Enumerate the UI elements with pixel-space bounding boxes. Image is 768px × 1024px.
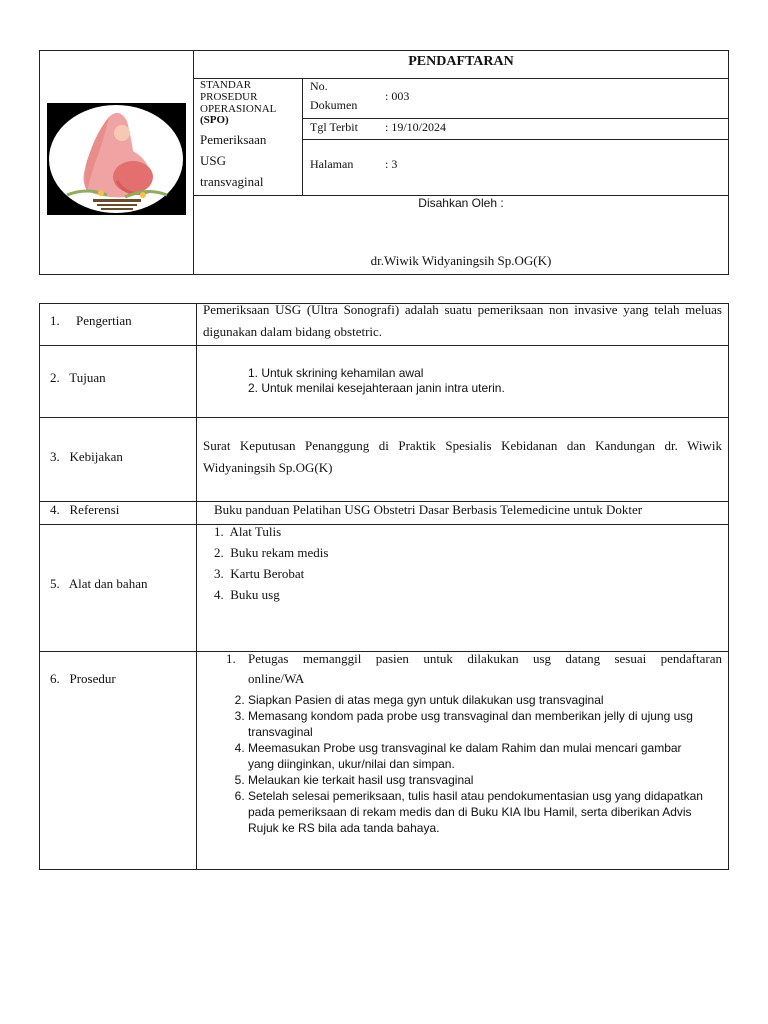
- list-item: online/WA: [248, 671, 305, 686]
- procedure-subject: transvaginal: [200, 174, 264, 189]
- page-value: : 3: [385, 157, 398, 171]
- section-label: 4. Referensi: [50, 502, 120, 517]
- header-divider: [193, 50, 194, 275]
- spo-label: PROSEDUR: [200, 91, 258, 103]
- spo-label: STANDAR: [200, 79, 252, 91]
- list-item: 1. Untuk skrining kehamilan awal: [248, 366, 424, 380]
- header-divider: [302, 118, 729, 119]
- row-divider: [39, 345, 729, 346]
- document-number-value: : 003: [385, 89, 410, 103]
- content-divider: [196, 303, 197, 870]
- list-item: 1. Alat Tulis: [214, 524, 282, 539]
- section-label: 2. Tujuan: [50, 370, 106, 385]
- list-item: 2. Buku rekam medis: [214, 545, 329, 560]
- spo-label: (SPO): [200, 114, 229, 126]
- approved-by-label: Disahkan Oleh :: [418, 196, 504, 210]
- document-number-label: Dokumen: [310, 98, 358, 112]
- spo-label: OPERASIONAL: [200, 103, 277, 115]
- issue-date-value: : 19/10/2024: [385, 120, 447, 134]
- list-item: 4. Meemasukan Probe usg transvaginal ke dalam Rahim dan mulai mencari gambar yang diinginkan, ukur/nilai dan simpan.: [248, 740, 710, 772]
- procedure-list: [220, 692, 710, 836]
- procedure-subject: USG: [200, 153, 227, 168]
- issue-date-label: Tgl Terbit: [310, 120, 358, 134]
- signer-name: dr.Wiwik Widyaningsih Sp.OG(K): [370, 253, 552, 268]
- list-item: 3. Kartu Berobat: [214, 566, 305, 581]
- header-divider: [193, 78, 729, 79]
- section-label: 6. Prosedur: [50, 671, 116, 686]
- section-label: 5. Alat dan bahan: [50, 576, 148, 591]
- kebijakan-text: Surat Keputusan Penanggung di Praktik Spesialis Kebidanan dan Kandungan dr. Wiwik Widyaningsih Sp.OG(K): [203, 438, 722, 475]
- list-item: 3. Memasang kondom pada probe usg transvaginal dan memberikan jelly di ujung usg transvaginal: [248, 708, 710, 740]
- list-number: 1.: [226, 651, 236, 666]
- list-item: 2. Untuk menilai kesejahteraan janin intra uterin.: [248, 381, 505, 395]
- pregnant-woman-icon: [47, 103, 186, 215]
- pengertian-text: Pemeriksaan USG (Ultra Sonografi) adalah suatu pemeriksaan non invasive yang telah meluas digunakan dalam bidang obstetric.: [203, 302, 722, 339]
- list-item: 5. Melaukan kie terkait hasil usg transvaginal: [248, 772, 710, 788]
- header-divider: [302, 139, 729, 140]
- page-label: Halaman: [310, 157, 354, 171]
- list-item: Petugas memanggil pasien untuk dilakukan usg datang sesuai pendaftaran: [248, 651, 722, 666]
- document-title: PENDAFTARAN: [408, 54, 514, 69]
- procedure-subject: Pemeriksaan: [200, 132, 267, 147]
- document-number-label: No.: [310, 79, 328, 93]
- header-divider: [302, 78, 303, 195]
- list-item: 4. Buku usg: [214, 587, 280, 602]
- section-label: 3. Kebijakan: [50, 449, 123, 464]
- clinic-logo: [47, 103, 186, 215]
- row-divider: [39, 524, 729, 525]
- list-item: 6. Setelah selesai pemeriksaan, tulis hasil atau pendokumentasian usg yang didapatkan pada pemeriksaan di rekam medis dan di Buku KIA Ibu Hamil, serta diberikan Advis Rujuk ke RS bila ada tanda bahaya.: [248, 788, 710, 836]
- row-divider: [39, 417, 729, 418]
- list-item: 2. Siapkan Pasien di atas mega gyn untuk dilakukan usg transvaginal: [248, 692, 710, 708]
- section-label: 1. Pengertian: [50, 313, 132, 328]
- referensi-text: Buku panduan Pelatihan USG Obstetri Dasar Berbasis Telemedicine untuk Dokter: [214, 502, 643, 517]
